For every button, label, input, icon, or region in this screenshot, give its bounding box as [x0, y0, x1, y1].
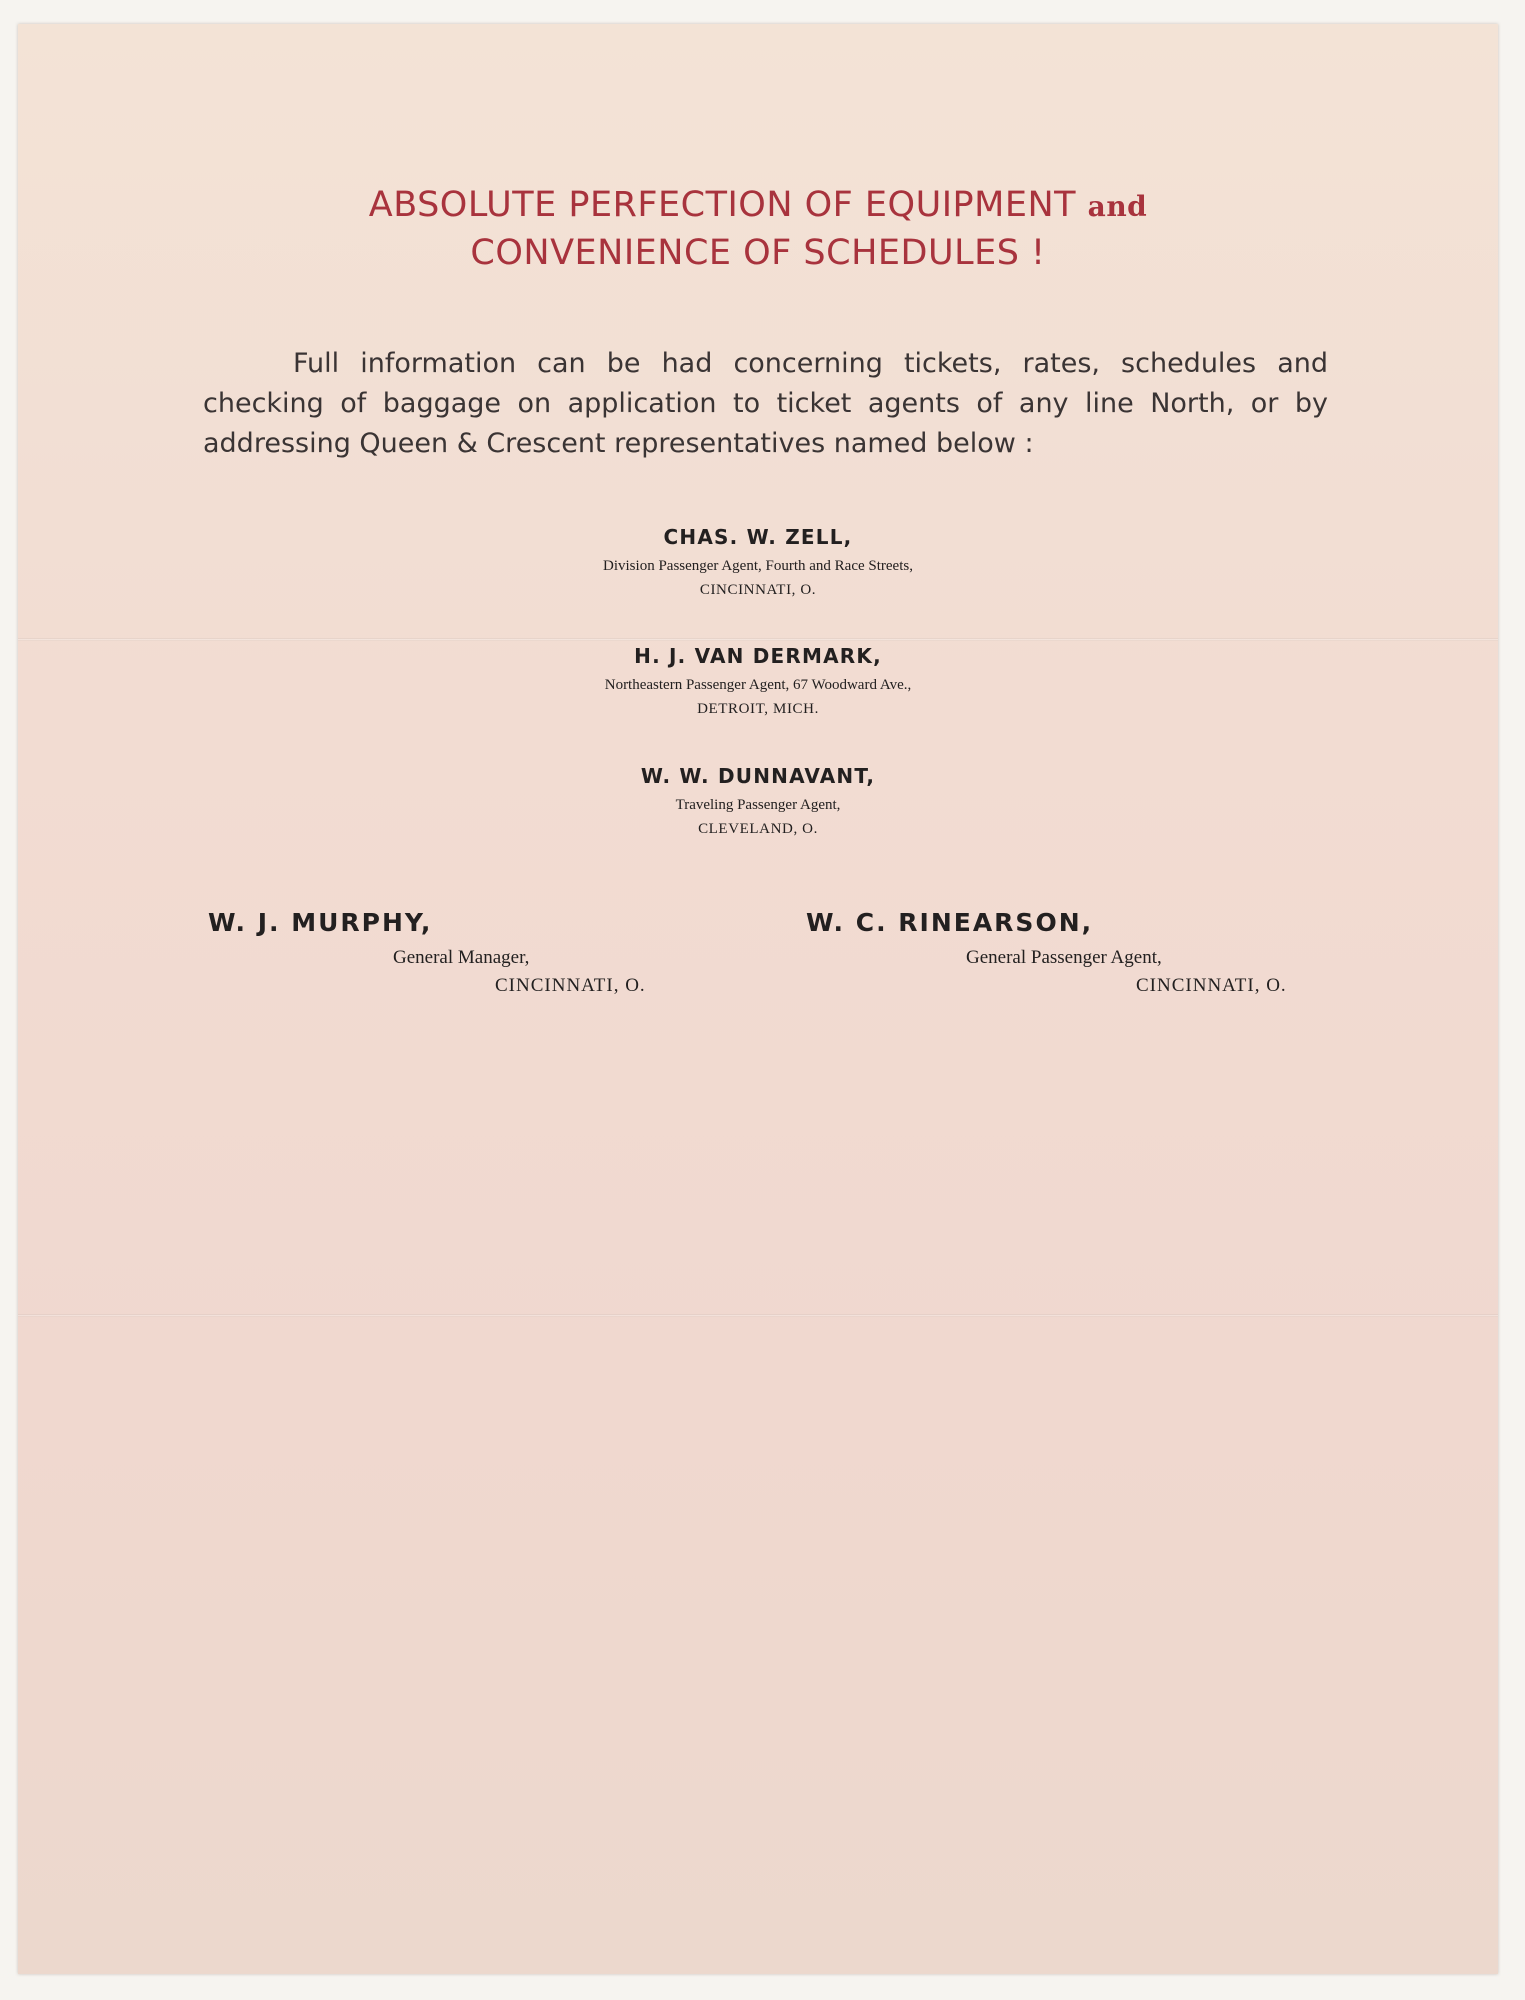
officer-name: W. C. RINEARSON,: [806, 908, 1094, 937]
agent-block-dunnavant: [18, 761, 1498, 841]
agent-title: Northeastern Passenger Agent, 67 Woodward Ave.,: [604, 677, 912, 693]
agent-name: CHAS. W. ZELL,: [663, 525, 853, 549]
officer-city: CINCINNATI, O.: [1136, 975, 1287, 996]
headline-line-1-main: ABSOLUTE PERFECTION OF EQUIPMENT: [368, 185, 1077, 225]
agent-block-zell: [18, 522, 1498, 602]
headline-line-2: CONVENIENCE OF SCHEDULES !: [470, 233, 1046, 273]
agent-name: H. J. VAN DERMARK,: [634, 644, 882, 668]
intro-text: Full information can be had concerning tickets, rates, schedules and checking of baggage on application to ticket agents of any line North, or by addressing Queen & Crescent representatives named below :: [203, 348, 1328, 459]
agent-title: Division Passenger Agent, Fourth and Race Streets,: [603, 558, 913, 574]
headline-line-1: [18, 182, 1498, 230]
officer-title: General Manager,: [393, 947, 530, 968]
agent-city: CINCINNATI, O.: [699, 582, 817, 598]
officer-title: General Passenger Agent,: [966, 947, 1162, 968]
officer-name: W. J. MURPHY,: [208, 908, 433, 937]
agent-title: Traveling Passenger Agent,: [675, 797, 841, 813]
intro-paragraph: [203, 344, 1328, 464]
agent-city: DETROIT, MICH.: [697, 701, 819, 717]
agent-city: CLEVELAND, O.: [698, 821, 818, 837]
officer-block-murphy: [208, 906, 646, 1000]
paper-fold-line: [18, 1314, 1498, 1317]
headline-line-1-tail: and: [1087, 190, 1148, 223]
document-page: [18, 24, 1498, 1974]
officer-city: CINCINNATI, O.: [495, 975, 646, 996]
agent-block-van-dermark: [18, 641, 1498, 721]
officer-block-rinearson: [806, 906, 1287, 1000]
agent-name: W. W. DUNNAVANT,: [640, 764, 876, 788]
headline: [18, 182, 1498, 276]
